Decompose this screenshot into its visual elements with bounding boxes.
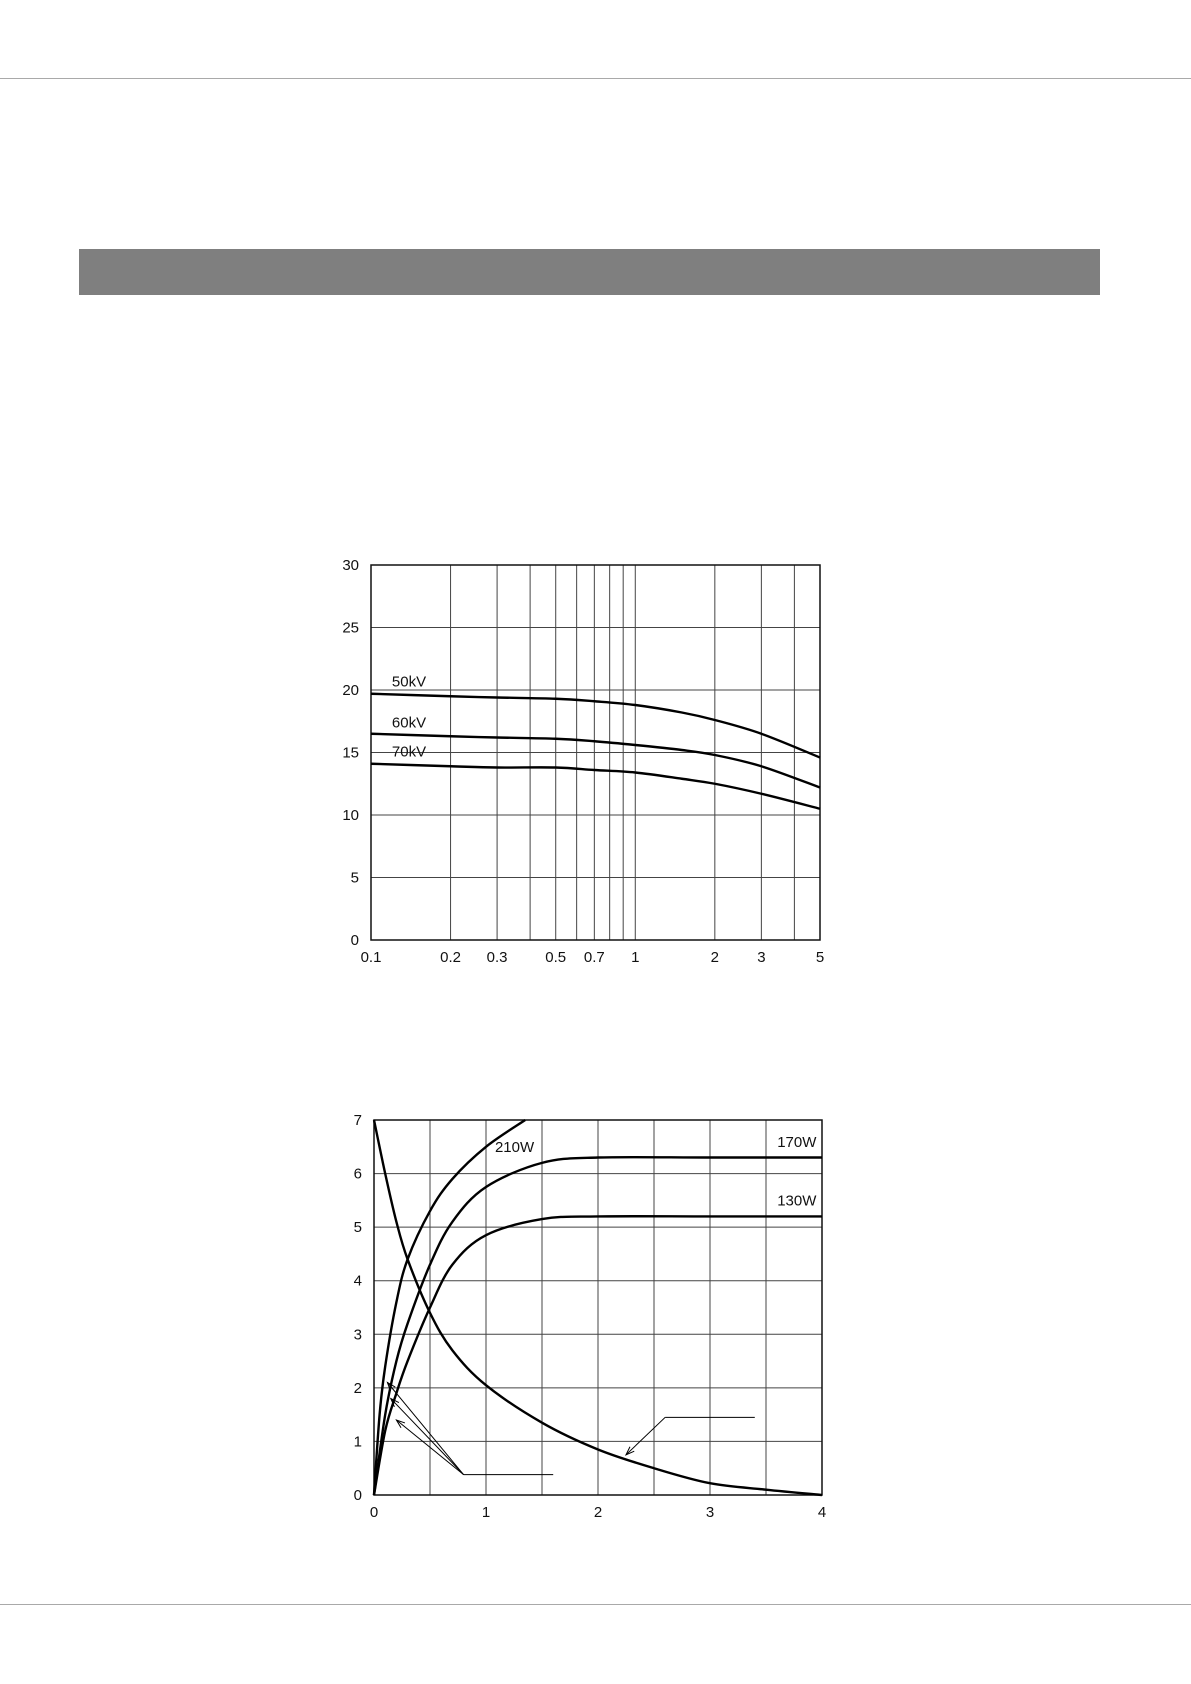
chart-kv-curves — [0, 540, 1191, 1000]
chart-power-curves — [0, 1100, 1191, 1560]
y-tick-label: 10 — [342, 807, 359, 824]
x-tick-label: 5 — [815, 949, 825, 966]
callout-leader — [626, 1417, 665, 1455]
series-label: 170W — [777, 1133, 817, 1151]
y-tick-label: 25 — [342, 619, 359, 637]
y-tick-label: 5 — [350, 869, 359, 887]
series-label: 130W — [777, 1192, 817, 1210]
x-tick-label: 0.3 — [486, 949, 508, 966]
section-header-bar — [79, 249, 1100, 295]
x-tick-label: 0 — [369, 1504, 379, 1521]
x-tick-label: 0.2 — [440, 949, 461, 966]
y-tick-label: 0 — [353, 1487, 362, 1504]
y-tick-label: 1 — [353, 1433, 362, 1451]
y-tick-label: 20 — [342, 682, 359, 699]
x-tick-label: 0.1 — [360, 949, 382, 966]
x-tick-label: 0.7 — [583, 949, 605, 966]
y-tick-label: 6 — [353, 1165, 362, 1183]
series-label: 70kV — [391, 743, 427, 761]
x-tick-label: 3 — [705, 1504, 715, 1521]
x-tick-label: 2 — [593, 1504, 603, 1521]
y-tick-label: 2 — [353, 1379, 362, 1397]
x-tick-label: 4 — [817, 1504, 827, 1521]
y-tick-label: 7 — [353, 1112, 362, 1129]
callout-leader — [387, 1383, 463, 1475]
x-tick-label: 0.5 — [545, 949, 567, 966]
x-tick-label: 1 — [631, 949, 640, 966]
y-tick-label: 3 — [353, 1326, 362, 1344]
series-line-70kv — [371, 764, 820, 809]
series-label: 210W — [494, 1139, 535, 1157]
y-tick-label: 15 — [342, 744, 359, 762]
header-rule — [0, 78, 1191, 79]
x-tick-label: 1 — [481, 1504, 491, 1521]
x-tick-label: 3 — [757, 949, 766, 966]
series-line-60kv — [371, 734, 820, 788]
series-label: 60kV — [391, 714, 427, 732]
series-label: 50kV — [391, 673, 427, 691]
y-tick-label: 0 — [350, 932, 359, 949]
x-tick-label: 2 — [710, 949, 720, 966]
y-tick-label: 4 — [353, 1272, 362, 1290]
y-tick-label: 5 — [353, 1219, 362, 1237]
footer-rule — [0, 1604, 1191, 1605]
callout-leader — [391, 1399, 464, 1475]
y-tick-label: 30 — [342, 557, 359, 574]
series-line-50kv — [371, 694, 820, 761]
